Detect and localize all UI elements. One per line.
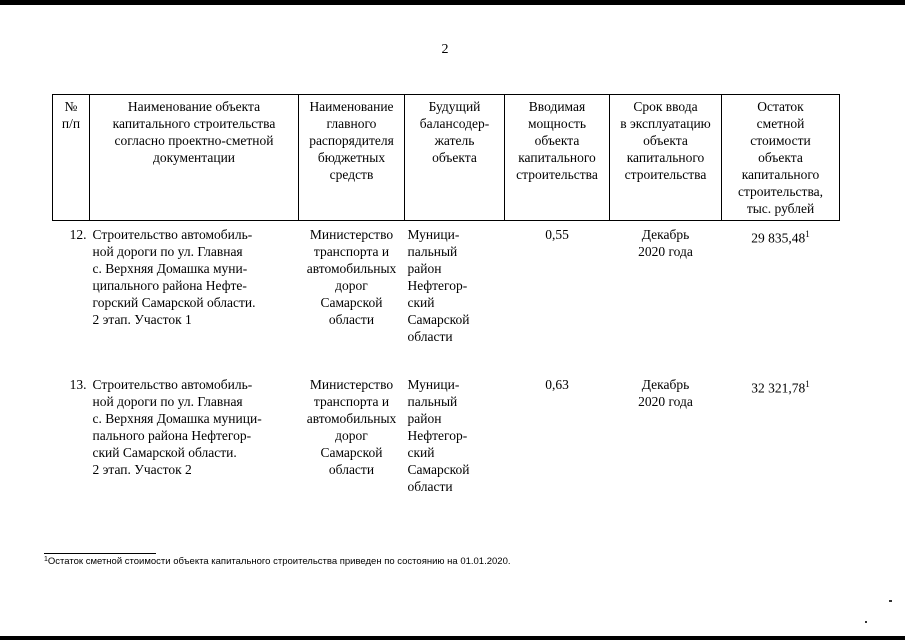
- scan-speck: [889, 600, 892, 602]
- footnote: [44, 556, 511, 567]
- header-balance-holder: Будущий балансодер- жатель объекта: [405, 95, 505, 221]
- distributor-name: Министерство транспорта и автомобильных дорог Самарской области: [306, 377, 397, 477]
- row-number: 12.: [69, 227, 87, 242]
- object-name: Строительство автомобиль- ной дороги по ул. Главная с. Верхняя Домашка муни- ципального района Нефте- горский Самарской области. 2 этап. Участок 1: [92, 227, 256, 327]
- page-number: 2: [441, 42, 449, 57]
- header-remaining-cost: Остаток сметной стоимости объекта капитального строительства, тыс. рублей: [722, 95, 840, 221]
- table-header-row: [53, 95, 840, 221]
- remaining-cost-cell: [722, 368, 840, 498]
- object-name: Строительство автомобиль- ной дороги по ул. Главная с. Верхняя Домашка муници- пального района Нефтегор- ский Самарской области. 2 этап. Участок 2: [92, 377, 262, 477]
- footnote-reference: 1: [805, 379, 810, 389]
- header-distributor: Наименование главного распорядителя бюджетных средств: [299, 95, 405, 221]
- deadline-value: Декабрь 2020 года: [638, 377, 693, 409]
- deadline-value: Декабрь 2020 года: [638, 227, 693, 259]
- footnote-mark: 1: [44, 556, 48, 563]
- row-number: 13.: [69, 377, 87, 392]
- remaining-cost-value: 29 835,48: [751, 230, 806, 246]
- footnote-reference: 1: [805, 229, 810, 239]
- header-object-name: Наименование объекта капитального строительства согласно проектно-сметной документации: [90, 95, 299, 221]
- capacity-value: 0,63: [545, 377, 569, 392]
- footnote-separator: [44, 553, 156, 554]
- header-number: № п/п: [53, 95, 90, 221]
- distributor-name: Министерство транспорта и автомобильных дорог Самарской области: [306, 227, 397, 327]
- scan-speck: [865, 621, 867, 623]
- remaining-cost-value: 32 321,78: [751, 380, 806, 396]
- footnote-text: Остаток сметной стоимости объекта капитального строительства приведен по состоянию на 01.01.2020.: [47, 556, 511, 567]
- header-deadline: Срок ввода в эксплуатацию объекта капитального строительства: [610, 95, 722, 221]
- balance-holder: Муници- пальный район Нефтегор- ский Самарской области: [407, 377, 470, 494]
- bottom-border: [0, 636, 905, 640]
- table-row: [53, 368, 840, 498]
- table-row: [53, 221, 840, 369]
- balance-holder: Муници- пальный район Нефтегор- ский Самарской области: [407, 227, 470, 344]
- capacity-value: 0,55: [545, 227, 569, 242]
- remaining-cost-cell: [722, 221, 840, 369]
- capital-construction-table: [52, 94, 840, 498]
- header-capacity: Вводимая мощность объекта капитального строительства: [505, 95, 610, 221]
- top-border: [0, 0, 905, 5]
